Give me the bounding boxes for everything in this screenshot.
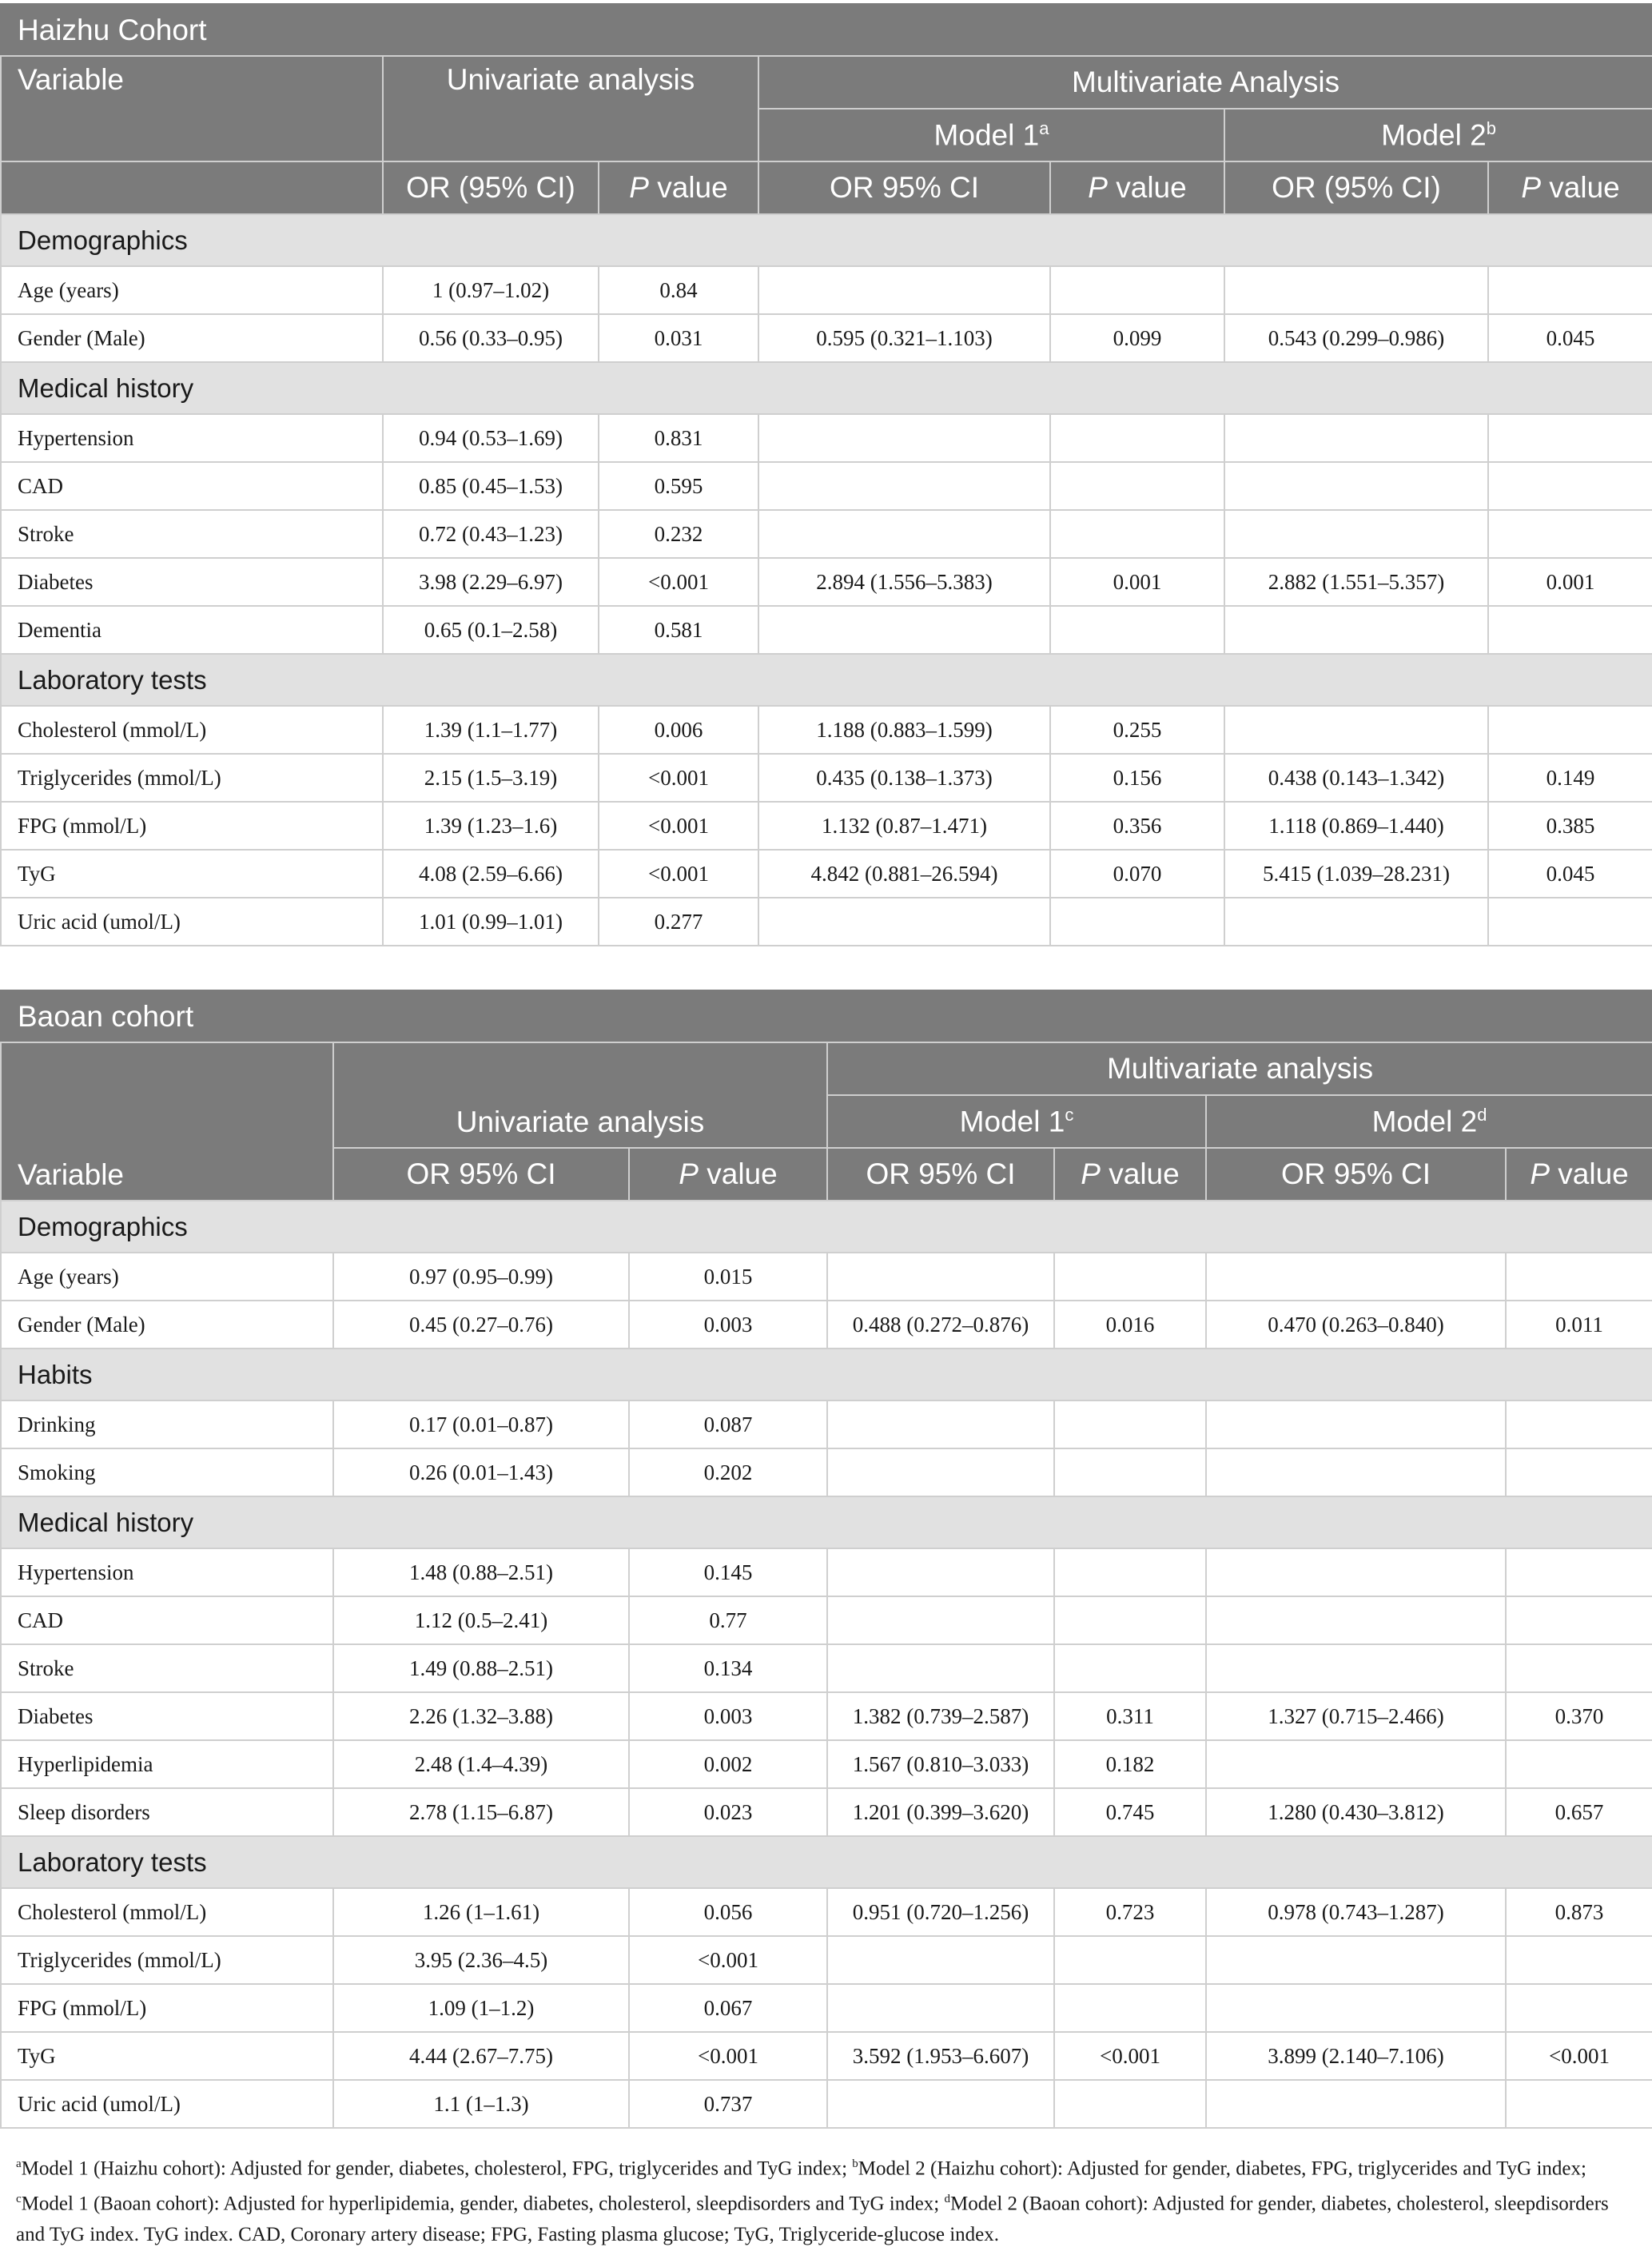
p-model-1-cell <box>1054 1253 1206 1301</box>
section-header <box>1 654 1652 706</box>
table-row <box>1 802 1652 850</box>
header-multivariate: Multivariate Analysis <box>758 56 1652 109</box>
p-model-2-cell: 0.149 <box>1488 754 1652 802</box>
p-model-2-cell <box>1506 1596 1652 1644</box>
p-model-2-cell <box>1506 1936 1652 1984</box>
p-model-2-cell <box>1506 1644 1652 1692</box>
variable-cell: FPG (mmol/L) <box>1 1984 333 2032</box>
section-title: Laboratory tests <box>1 1836 1652 1888</box>
baoan-title: Baoan cohort <box>1 990 1652 1042</box>
or-model-2-cell <box>1224 510 1488 558</box>
or-univariate-cell: 0.94 (0.53–1.69) <box>383 414 599 462</box>
p-model-2-cell <box>1506 1448 1652 1496</box>
or-model-1-cell <box>827 2080 1054 2128</box>
section-header <box>1 1836 1652 1888</box>
table-row <box>1 1448 1652 1496</box>
or-model-1-cell: 1.132 (0.87–1.471) <box>758 802 1050 850</box>
variable-cell: Uric acid (umol/L) <box>1 2080 333 2128</box>
section-header <box>1 214 1652 266</box>
p-model-2-cell <box>1506 1984 1652 2032</box>
p-univariate-cell: 0.202 <box>629 1448 827 1496</box>
or-model-2-cell: 0.978 (0.743–1.287) <box>1206 1888 1506 1936</box>
or-univariate-cell: 1.09 (1–1.2) <box>333 1984 629 2032</box>
variable-cell: Hypertension <box>1 414 383 462</box>
variable-cell: Triglycerides (mmol/L) <box>1 754 383 802</box>
p-model-2-cell <box>1488 510 1652 558</box>
p-model-1-cell <box>1054 1596 1206 1644</box>
variable-cell: CAD <box>1 462 383 510</box>
p-univariate-cell: 0.056 <box>629 1888 827 1936</box>
or-univariate-cell: 2.48 (1.4–4.39) <box>333 1740 629 1788</box>
or-model-2-cell: 5.415 (1.039–28.231) <box>1224 850 1488 898</box>
p-univariate-cell: 0.031 <box>599 314 758 362</box>
table-row <box>1 1644 1652 1692</box>
p-model-1-cell <box>1054 1400 1206 1448</box>
variable-cell: Cholesterol (mmol/L) <box>1 706 383 754</box>
section-title: Demographics <box>1 214 1652 266</box>
p-model-1-cell <box>1050 606 1224 654</box>
haizhu-title: Haizhu Cohort <box>1 4 1652 56</box>
table-row <box>1 1692 1652 1740</box>
p-model-2-cell: <0.001 <box>1506 2032 1652 2080</box>
variable-cell: CAD <box>1 1596 333 1644</box>
haizhu-table <box>0 3 1652 946</box>
header-p-model-2: P value <box>1506 1148 1652 1201</box>
or-model-2-cell <box>1206 1596 1506 1644</box>
variable-cell: Hyperlipidemia <box>1 1740 333 1788</box>
header-univariate: Univariate analysis <box>333 1042 827 1148</box>
header-or-model-1: OR 95% CI <box>827 1148 1054 1201</box>
or-univariate-cell: 1.01 (0.99–1.01) <box>383 898 599 946</box>
p-model-2-cell <box>1506 1253 1652 1301</box>
p-univariate-cell: 0.831 <box>599 414 758 462</box>
or-univariate-cell: 2.78 (1.15–6.87) <box>333 1788 629 1836</box>
p-model-1-cell <box>1054 2080 1206 2128</box>
p-model-1-cell <box>1050 510 1224 558</box>
p-model-1-cell: 0.016 <box>1054 1301 1206 1349</box>
or-univariate-cell: 0.65 (0.1–2.58) <box>383 606 599 654</box>
table-row <box>1 1788 1652 1836</box>
p-model-1-cell <box>1054 1984 1206 2032</box>
or-univariate-cell: 1 (0.97–1.02) <box>383 266 599 314</box>
or-univariate-cell: 1.48 (0.88–2.51) <box>333 1548 629 1596</box>
variable-cell: TyG <box>1 850 383 898</box>
p-model-1-cell: 0.311 <box>1054 1692 1206 1740</box>
table-row <box>1 414 1652 462</box>
table-row <box>1 1984 1652 2032</box>
or-univariate-cell: 0.17 (0.01–0.87) <box>333 1400 629 1448</box>
header-p-univariate: P value <box>599 161 758 214</box>
or-model-1-cell <box>758 414 1050 462</box>
p-univariate-cell: 0.134 <box>629 1644 827 1692</box>
p-model-1-cell <box>1054 1644 1206 1692</box>
table-footnote: $^a$Model 1 (Haizhu cohort): Adjusted for gender, diabetes, cholesterol, FPG, triglycerides and TyG index; $^b$Model 2 (Haizhu cohort): Adjusted for gender, diabetes, FPG, triglycerides and TyG index; $^c$Model 1 (Baoan cohort): Adjusted for hyperlipidemia, gender, diabetes, cholesterol, sleepdisorders and TyG index; $^d$Model 2 (Baoan cohort): Adjusted for gender, diabetes, cholesterol, sleepdisorders and TyG index. TyG index. CAD, Coronary artery disease; FPG, Fasting plasma glucose; TyG, Triglyceride-glucose index. <box>16 2157 1609 2245</box>
or-model-2-cell: 1.327 (0.715–2.466) <box>1206 1692 1506 1740</box>
or-univariate-cell: 1.39 (1.1–1.77) <box>383 706 599 754</box>
or-model-1-cell: 0.951 (0.720–1.256) <box>827 1888 1054 1936</box>
table-row <box>1 510 1652 558</box>
variable-cell: Gender (Male) <box>1 1301 333 1349</box>
variable-cell: FPG (mmol/L) <box>1 802 383 850</box>
p-univariate-cell: <0.001 <box>599 850 758 898</box>
or-model-1-cell: 0.488 (0.272–0.876) <box>827 1301 1054 1349</box>
p-univariate-cell: 0.087 <box>629 1400 827 1448</box>
p-model-2-cell <box>1488 898 1652 946</box>
or-model-2-cell <box>1224 706 1488 754</box>
p-univariate-cell: <0.001 <box>629 2032 827 2080</box>
table-row <box>1 1888 1652 1936</box>
header-or-model-1: OR 95% CI <box>758 161 1050 214</box>
variable-cell: Stroke <box>1 510 383 558</box>
or-model-1-cell: 1.567 (0.810–3.033) <box>827 1740 1054 1788</box>
p-univariate-cell: <0.001 <box>599 754 758 802</box>
p-model-1-cell: 0.182 <box>1054 1740 1206 1788</box>
or-model-1-cell: 2.894 (1.556–5.383) <box>758 558 1050 606</box>
header-univariate: Univariate analysis <box>383 56 758 161</box>
table-row <box>1 1253 1652 1301</box>
or-univariate-cell: 1.1 (1–1.3) <box>333 2080 629 2128</box>
table-row <box>1 558 1652 606</box>
variable-cell: Uric acid (umol/L) <box>1 898 383 946</box>
p-model-2-cell: 0.873 <box>1506 1888 1652 1936</box>
or-model-1-cell <box>827 1596 1054 1644</box>
p-univariate-cell: <0.001 <box>599 558 758 606</box>
p-univariate-cell: 0.77 <box>629 1596 827 1644</box>
table-row <box>1 706 1652 754</box>
variable-cell: Drinking <box>1 1400 333 1448</box>
p-univariate-cell: <0.001 <box>629 1936 827 1984</box>
header-variable: Variable <box>1 1042 333 1201</box>
p-model-1-cell <box>1054 1548 1206 1596</box>
or-model-1-cell <box>827 1644 1054 1692</box>
p-model-1-cell: 0.156 <box>1050 754 1224 802</box>
table-row <box>1 606 1652 654</box>
table-row <box>1 314 1652 362</box>
p-univariate-cell: 0.015 <box>629 1253 827 1301</box>
or-model-2-cell <box>1206 1400 1506 1448</box>
p-model-2-cell: 0.045 <box>1488 314 1652 362</box>
or-model-1-cell: 0.595 (0.321–1.103) <box>758 314 1050 362</box>
header-p-model-1: P value <box>1050 161 1224 214</box>
variable-cell: Triglycerides (mmol/L) <box>1 1936 333 1984</box>
p-model-1-cell: 0.356 <box>1050 802 1224 850</box>
or-model-2-cell <box>1224 266 1488 314</box>
p-univariate-cell: 0.581 <box>599 606 758 654</box>
p-model-2-cell <box>1506 1548 1652 1596</box>
p-model-2-cell <box>1488 706 1652 754</box>
variable-cell: Age (years) <box>1 266 383 314</box>
table-row <box>1 1301 1652 1349</box>
variable-cell: Gender (Male) <box>1 314 383 362</box>
header-variable: Variable <box>1 56 383 161</box>
or-model-1-cell <box>758 510 1050 558</box>
variable-cell: Dementia <box>1 606 383 654</box>
p-univariate-cell: <0.001 <box>599 802 758 850</box>
or-model-1-cell <box>827 1548 1054 1596</box>
table-row <box>1 898 1652 946</box>
or-model-2-cell: 3.899 (2.140–7.106) <box>1206 2032 1506 2080</box>
p-model-2-cell: 0.385 <box>1488 802 1652 850</box>
table-row <box>1 850 1652 898</box>
p-model-2-cell: 0.045 <box>1488 850 1652 898</box>
or-univariate-cell: 1.49 (0.88–2.51) <box>333 1644 629 1692</box>
variable-cell: Diabetes <box>1 1692 333 1740</box>
or-univariate-cell: 0.97 (0.95–0.99) <box>333 1253 629 1301</box>
section-header <box>1 1201 1652 1253</box>
table-row <box>1 2032 1652 2080</box>
p-model-1-cell: 0.745 <box>1054 1788 1206 1836</box>
or-model-2-cell: 0.470 (0.263–0.840) <box>1206 1301 1506 1349</box>
or-model-1-cell <box>758 898 1050 946</box>
or-univariate-cell: 2.26 (1.32–3.88) <box>333 1692 629 1740</box>
p-model-1-cell <box>1054 1936 1206 1984</box>
section-title: Laboratory tests <box>1 654 1652 706</box>
or-univariate-cell: 2.15 (1.5–3.19) <box>383 754 599 802</box>
or-model-1-cell <box>758 266 1050 314</box>
baoan-table <box>0 990 1652 2129</box>
p-univariate-cell: 0.595 <box>599 462 758 510</box>
or-model-2-cell <box>1206 1644 1506 1692</box>
section-header <box>1 1349 1652 1400</box>
p-model-2-cell <box>1506 2080 1652 2128</box>
p-model-2-cell: 0.370 <box>1506 1692 1652 1740</box>
header-or-model-2: OR (95% CI) <box>1224 161 1488 214</box>
header-model-2: Model 2$^d$ <box>1206 1095 1652 1148</box>
or-model-1-cell: 1.188 (0.883–1.599) <box>758 706 1050 754</box>
variable-cell: Diabetes <box>1 558 383 606</box>
p-model-1-cell: <0.001 <box>1054 2032 1206 2080</box>
header-p-univariate: P value <box>629 1148 827 1201</box>
section-title: Medical history <box>1 1496 1652 1548</box>
or-model-1-cell: 4.842 (0.881–26.594) <box>758 850 1050 898</box>
or-univariate-cell: 4.44 (2.67–7.75) <box>333 2032 629 2080</box>
p-model-2-cell: 0.011 <box>1506 1301 1652 1349</box>
section-title: Demographics <box>1 1201 1652 1253</box>
variable-cell: TyG <box>1 2032 333 2080</box>
or-model-2-cell <box>1224 898 1488 946</box>
p-univariate-cell: 0.002 <box>629 1740 827 1788</box>
header-or-univariate: OR (95% CI) <box>383 161 599 214</box>
p-univariate-cell: 0.003 <box>629 1301 827 1349</box>
or-model-2-cell <box>1206 1740 1506 1788</box>
table-row <box>1 2080 1652 2128</box>
header-model-2: Model 2$^b$ <box>1224 109 1652 161</box>
table-row <box>1 754 1652 802</box>
or-model-2-cell: 0.438 (0.143–1.342) <box>1224 754 1488 802</box>
header-multivariate: Multivariate analysis <box>827 1042 1652 1095</box>
header-model-1: Model 1$^c$ <box>827 1095 1206 1148</box>
or-model-1-cell: 1.201 (0.399–3.620) <box>827 1788 1054 1836</box>
or-model-2-cell <box>1206 1548 1506 1596</box>
p-univariate-cell: 0.145 <box>629 1548 827 1596</box>
variable-cell: Sleep disorders <box>1 1788 333 1836</box>
p-model-2-cell <box>1488 462 1652 510</box>
p-model-1-cell <box>1050 266 1224 314</box>
p-model-1-cell: 0.723 <box>1054 1888 1206 1936</box>
header-model-1: Model 1$^a$ <box>758 109 1224 161</box>
or-univariate-cell: 1.26 (1–1.61) <box>333 1888 629 1936</box>
or-model-2-cell: 0.543 (0.299–0.986) <box>1224 314 1488 362</box>
p-model-2-cell <box>1488 606 1652 654</box>
or-model-2-cell <box>1206 1936 1506 1984</box>
table-row <box>1 1400 1652 1448</box>
header-or-univariate: OR 95% CI <box>333 1148 629 1201</box>
or-model-2-cell <box>1224 414 1488 462</box>
or-model-2-cell <box>1224 462 1488 510</box>
p-model-1-cell <box>1054 1448 1206 1496</box>
p-univariate-cell: 0.737 <box>629 2080 827 2128</box>
or-univariate-cell: 1.12 (0.5–2.41) <box>333 1596 629 1644</box>
or-model-1-cell: 3.592 (1.953–6.607) <box>827 2032 1054 2080</box>
p-model-1-cell <box>1050 462 1224 510</box>
p-model-1-cell: 0.255 <box>1050 706 1224 754</box>
p-model-1-cell: 0.070 <box>1050 850 1224 898</box>
variable-cell: Age (years) <box>1 1253 333 1301</box>
or-univariate-cell: 4.08 (2.59–6.66) <box>383 850 599 898</box>
p-univariate-cell: 0.232 <box>599 510 758 558</box>
variable-cell: Stroke <box>1 1644 333 1692</box>
variable-cell: Cholesterol (mmol/L) <box>1 1888 333 1936</box>
or-model-2-cell <box>1224 606 1488 654</box>
or-univariate-cell: 0.56 (0.33–0.95) <box>383 314 599 362</box>
p-model-1-cell: 0.001 <box>1050 558 1224 606</box>
p-model-2-cell: 0.001 <box>1488 558 1652 606</box>
variable-cell: Smoking <box>1 1448 333 1496</box>
or-model-2-cell <box>1206 1448 1506 1496</box>
or-model-1-cell: 1.382 (0.739–2.587) <box>827 1692 1054 1740</box>
section-header <box>1 1496 1652 1548</box>
header-or-model-2: OR 95% CI <box>1206 1148 1506 1201</box>
or-model-2-cell: 2.882 (1.551–5.357) <box>1224 558 1488 606</box>
p-univariate-cell: 0.003 <box>629 1692 827 1740</box>
or-univariate-cell: 0.72 (0.43–1.23) <box>383 510 599 558</box>
p-model-2-cell <box>1506 1400 1652 1448</box>
p-univariate-cell: 0.023 <box>629 1788 827 1836</box>
or-univariate-cell: 3.98 (2.29–6.97) <box>383 558 599 606</box>
or-univariate-cell: 3.95 (2.36–4.5) <box>333 1936 629 1984</box>
or-univariate-cell: 0.26 (0.01–1.43) <box>333 1448 629 1496</box>
p-model-1-cell: 0.099 <box>1050 314 1224 362</box>
section-title: Medical history <box>1 362 1652 414</box>
p-univariate-cell: 0.84 <box>599 266 758 314</box>
header-p-model-1: P value <box>1054 1148 1206 1201</box>
section-header <box>1 362 1652 414</box>
p-model-1-cell <box>1050 414 1224 462</box>
or-model-1-cell <box>827 1253 1054 1301</box>
or-model-1-cell <box>758 462 1050 510</box>
table-row <box>1 1596 1652 1644</box>
p-univariate-cell: 0.067 <box>629 1984 827 2032</box>
p-model-2-cell <box>1488 266 1652 314</box>
section-title: Habits <box>1 1349 1652 1400</box>
table-row <box>1 462 1652 510</box>
or-model-1-cell: 0.435 (0.138–1.373) <box>758 754 1050 802</box>
p-model-2-cell: 0.657 <box>1506 1788 1652 1836</box>
p-univariate-cell: 0.006 <box>599 706 758 754</box>
or-model-1-cell <box>758 606 1050 654</box>
or-model-2-cell: 1.280 (0.430–3.812) <box>1206 1788 1506 1836</box>
or-model-2-cell <box>1206 1253 1506 1301</box>
table-row <box>1 1740 1652 1788</box>
or-univariate-cell: 0.45 (0.27–0.76) <box>333 1301 629 1349</box>
or-univariate-cell: 0.85 (0.45–1.53) <box>383 462 599 510</box>
p-model-1-cell <box>1050 898 1224 946</box>
p-univariate-cell: 0.277 <box>599 898 758 946</box>
or-model-2-cell <box>1206 2080 1506 2128</box>
table-row <box>1 1936 1652 1984</box>
or-model-1-cell <box>827 1936 1054 1984</box>
or-model-2-cell: 1.118 (0.869–1.440) <box>1224 802 1488 850</box>
or-model-1-cell <box>827 1448 1054 1496</box>
p-model-2-cell <box>1488 414 1652 462</box>
table-row <box>1 1548 1652 1596</box>
variable-cell: Hypertension <box>1 1548 333 1596</box>
or-model-1-cell <box>827 1984 1054 2032</box>
or-model-1-cell <box>827 1400 1054 1448</box>
or-model-2-cell <box>1206 1984 1506 2032</box>
p-model-2-cell <box>1506 1740 1652 1788</box>
header-p-model-2: P value <box>1488 161 1652 214</box>
table-row <box>1 266 1652 314</box>
or-univariate-cell: 1.39 (1.23–1.6) <box>383 802 599 850</box>
